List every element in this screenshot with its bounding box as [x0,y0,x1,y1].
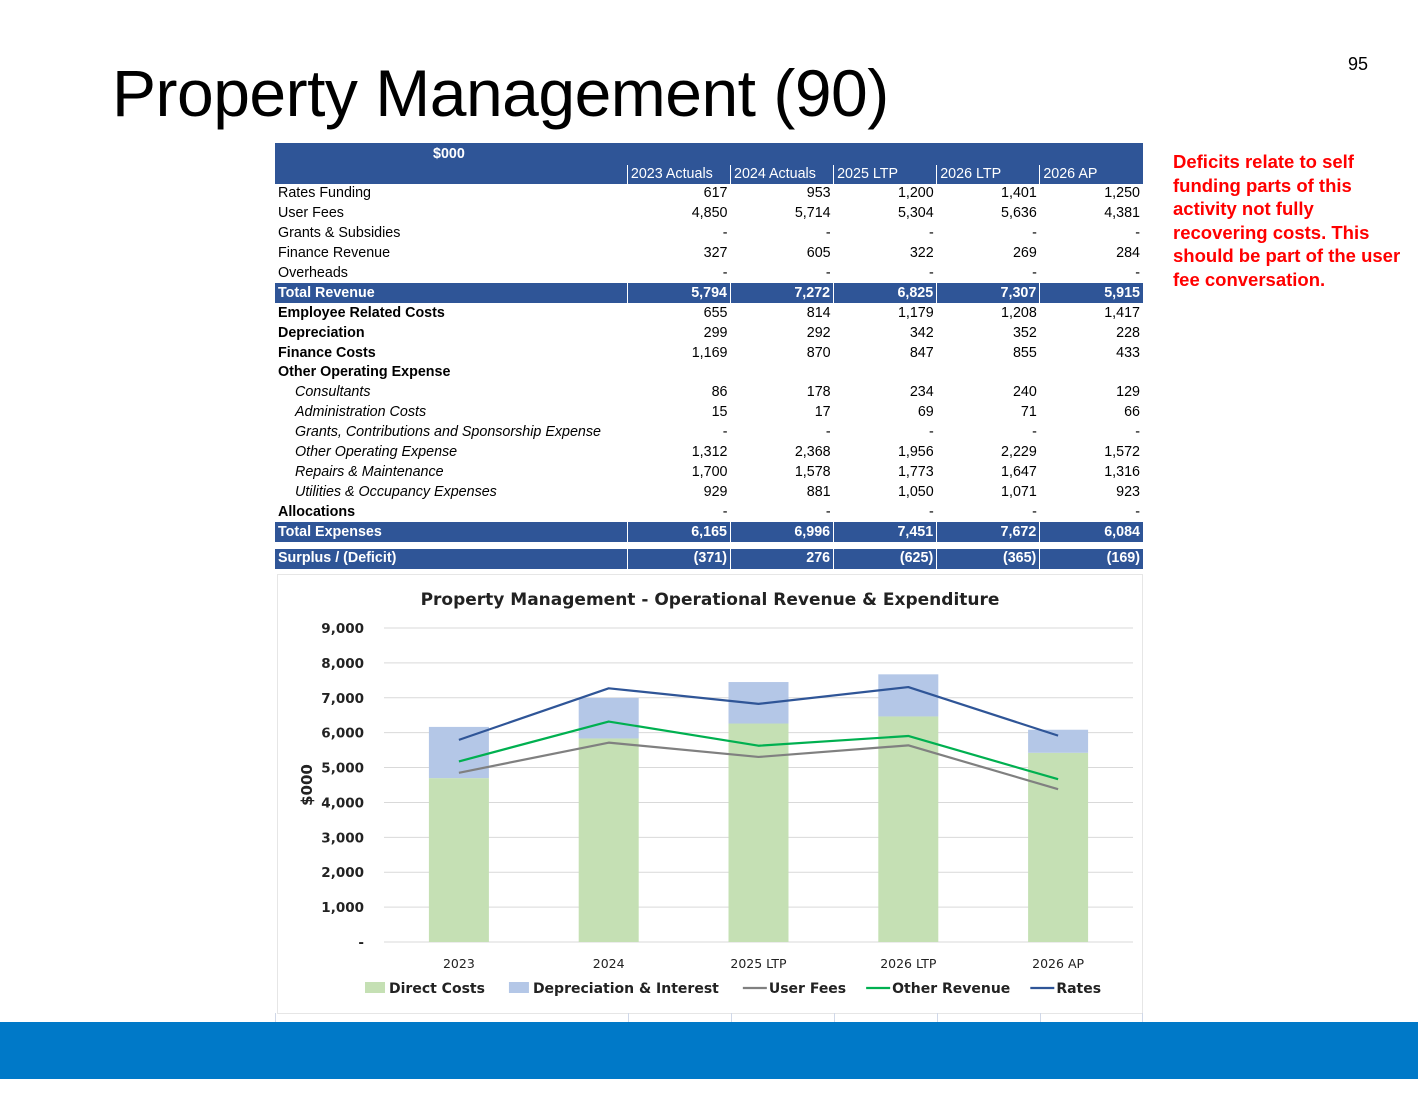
table-unit-header [275,143,1143,165]
cell: (169) [1040,549,1143,569]
row-label: Surplus / (Deficit) [275,549,627,569]
cell: 5,304 [897,205,934,222]
cell: - [1032,265,1037,281]
cell: 5,915 [1040,283,1143,303]
y-tick-label: 8,000 [321,655,364,672]
total-revenue-row [275,283,1143,303]
cell: 923 [1116,483,1140,500]
table-row [275,204,1143,224]
table-row [275,363,1143,383]
table-row [275,443,1143,463]
bar-depreciation-interest [579,698,639,739]
cell: 342 [909,324,934,341]
cell: - [722,503,728,520]
cell: - [722,225,728,242]
financial-table [275,143,1143,569]
cell: 655 [703,304,728,321]
x-tick-label: 2026 LTP [880,956,937,971]
y-tick-label: 7,000 [321,690,364,707]
cell: 2,229 [1001,444,1037,461]
spacer-row [275,542,1143,549]
cell: - [1032,225,1037,242]
row-label: Utilities & Occupancy Expenses [295,483,497,500]
surplus-deficit-row [275,549,1143,569]
row-label: Overheads [278,265,348,281]
table-row [275,383,1143,403]
cell: 6,084 [1040,522,1143,542]
cell: 129 [1116,384,1140,401]
cell [937,363,1040,383]
footer-band [0,1022,1418,1079]
cell: 1,071 [1001,483,1037,500]
cell: 814 [806,304,831,321]
cell: 1,417 [1104,304,1140,321]
table-row [275,343,1143,363]
table-row [275,482,1143,502]
legend-label: Rates [1056,981,1102,997]
cell: 7,307 [937,283,1040,303]
x-tick-label: 2025 LTP [730,956,787,971]
row-label: Finance Costs [278,344,376,361]
legend-label: Direct Costs [389,981,485,997]
cell: 1,179 [897,304,934,321]
x-tick-label: 2023 [442,956,475,971]
legend-label: Depreciation & Interest [532,981,719,997]
cell: 1,200 [897,185,934,202]
legend-label: User Fees [768,981,847,997]
row-label: Administration Costs [295,404,427,421]
chart-title: Property Management - Operational Revenue & Expenditure [420,590,1000,610]
cell: 4,850 [691,205,728,222]
cell: 870 [806,344,831,361]
cell: 228 [1116,324,1140,341]
cell: - [722,265,728,281]
table-row [275,403,1143,423]
cell: - [825,503,831,520]
cell: - [1135,265,1140,281]
cell: - [928,265,934,281]
cell: 2,368 [794,444,831,461]
cell: 1,316 [1104,463,1140,480]
row-label: Allocations [278,503,356,520]
cell: - [825,265,831,281]
cell: 66 [1124,404,1140,421]
cell [627,363,730,383]
cell: 1,578 [794,463,831,480]
cell: - [1032,424,1037,441]
unit-label: $000 [275,143,627,165]
table-row [275,224,1143,244]
cell: 69 [917,404,934,421]
column-header: 2026 LTP [937,165,1040,184]
y-tick-label: 1,000 [321,900,364,917]
cell: 1,169 [691,344,728,361]
row-label: Finance Revenue [278,245,391,262]
y-tick-label: 3,000 [321,830,364,847]
bar-depreciation-interest [429,727,489,778]
total-expenses-row [275,522,1143,542]
cell: 299 [703,324,728,341]
cell: 5,636 [1001,205,1037,222]
cell: 605 [806,245,831,262]
cell: - [722,424,728,441]
cell: 1,401 [1001,185,1037,202]
y-tick-label: 5,000 [321,760,364,777]
row-label: Depreciation [278,324,365,341]
row-label: Other Operating Expense [295,444,458,461]
cell: 5,794 [627,283,730,303]
cell [834,363,937,383]
cell: - [928,424,934,441]
cell: (371) [627,549,730,569]
cell: 1,572 [1104,444,1140,461]
cell: 7,272 [731,283,834,303]
cell: - [928,503,934,520]
cell: 953 [806,185,831,202]
table-row [275,264,1143,284]
row-label: User Fees [278,205,344,222]
column-header: 2023 Actuals [627,165,730,184]
row-label: Total Expenses [275,522,627,542]
cell: 7,451 [834,522,937,542]
column-header: 2024 Actuals [731,165,834,184]
cell: 433 [1116,344,1140,361]
row-label: Repairs & Maintenance [295,463,444,480]
cell: 1,700 [691,463,728,480]
cell: 1,773 [897,463,934,480]
cell: 6,825 [834,283,937,303]
cell: 855 [1012,344,1037,361]
cell: 6,165 [627,522,730,542]
cell: 929 [703,483,728,500]
table-row [275,323,1143,343]
cell: 4,381 [1104,205,1140,222]
cell: 847 [909,344,934,361]
cell [731,363,834,383]
cell: 352 [1012,324,1037,341]
row-label: Consultants [295,384,371,401]
table-column-header [275,165,1143,184]
legend-swatch [509,982,529,993]
x-tick-label: 2024 [592,956,625,971]
table-row [275,303,1143,323]
cell: 327 [703,245,728,262]
cell: - [825,424,831,441]
cell: 234 [909,384,934,401]
y-axis-label: $000 [298,764,316,806]
bar-depreciation-interest [878,674,938,716]
table-row [275,502,1143,522]
row-label: Other Operating Expense [278,364,451,381]
column-header: 2025 LTP [834,165,937,184]
cell: 15 [711,404,728,421]
cell: - [928,225,934,242]
cell: - [1032,503,1037,520]
table-row [275,244,1143,264]
cell: 1,208 [1001,304,1037,321]
bar-direct-costs [429,778,489,942]
chart-canvas [278,575,1142,1013]
legend-label: Other Revenue [892,981,1011,997]
page-title: Property Management (90) [112,56,889,130]
cell: 178 [806,384,831,401]
y-tick-label: 9,000 [321,621,364,637]
cell: 276 [731,549,834,569]
cell: 1,050 [897,483,934,500]
cell: 292 [806,324,831,341]
bar-direct-costs [579,738,639,942]
table-row [275,423,1143,443]
cell: 71 [1020,404,1037,421]
y-tick-label: 6,000 [321,725,364,742]
y-tick-label: - [358,935,364,951]
bar-direct-costs [1028,753,1088,942]
cell: 881 [806,483,831,500]
column-header: 2026 AP [1040,165,1143,184]
cell: 5,714 [794,205,831,222]
cell: 1,956 [897,444,934,461]
cell: - [1135,424,1140,441]
cell: 1,312 [691,444,728,461]
cell: - [1135,503,1140,520]
y-tick-label: 2,000 [321,865,364,882]
cell: 6,996 [731,522,834,542]
row-label: Employee Related Costs [278,304,445,321]
table-row [275,462,1143,482]
cell: 86 [711,384,728,401]
cell: 1,250 [1104,185,1140,202]
bar-direct-costs [878,716,938,942]
cell: 240 [1012,384,1037,401]
row-label: Grants, Contributions and Sponsorship Expense [295,424,601,441]
cell: 284 [1116,245,1140,262]
cell: 17 [814,404,831,421]
cell: 269 [1012,245,1037,262]
row-label: Grants & Subsidies [278,225,401,242]
cell: - [825,225,831,242]
y-tick-label: 4,000 [321,795,364,812]
cell: 322 [909,245,934,262]
cell: 7,672 [937,522,1040,542]
cell: - [1135,225,1140,242]
page-number: 95 [1348,54,1369,74]
cell [1040,363,1143,383]
revenue-expenditure-chart [277,574,1143,1014]
deficit-note: Deficits relate to self funding parts of this activity not fully recovering costs. This should be part of the user fee conversation. [1173,151,1401,290]
cell: (365) [937,549,1040,569]
cell: (625) [834,549,937,569]
row-label: Total Revenue [275,283,627,303]
x-tick-label: 2026 AP [1032,956,1085,971]
bar-depreciation-interest [1028,730,1088,753]
cell: 1,647 [1001,463,1037,480]
row-label: Rates Funding [278,185,371,202]
cell: 617 [703,185,728,202]
table-row [275,184,1143,204]
legend-swatch [365,982,385,993]
